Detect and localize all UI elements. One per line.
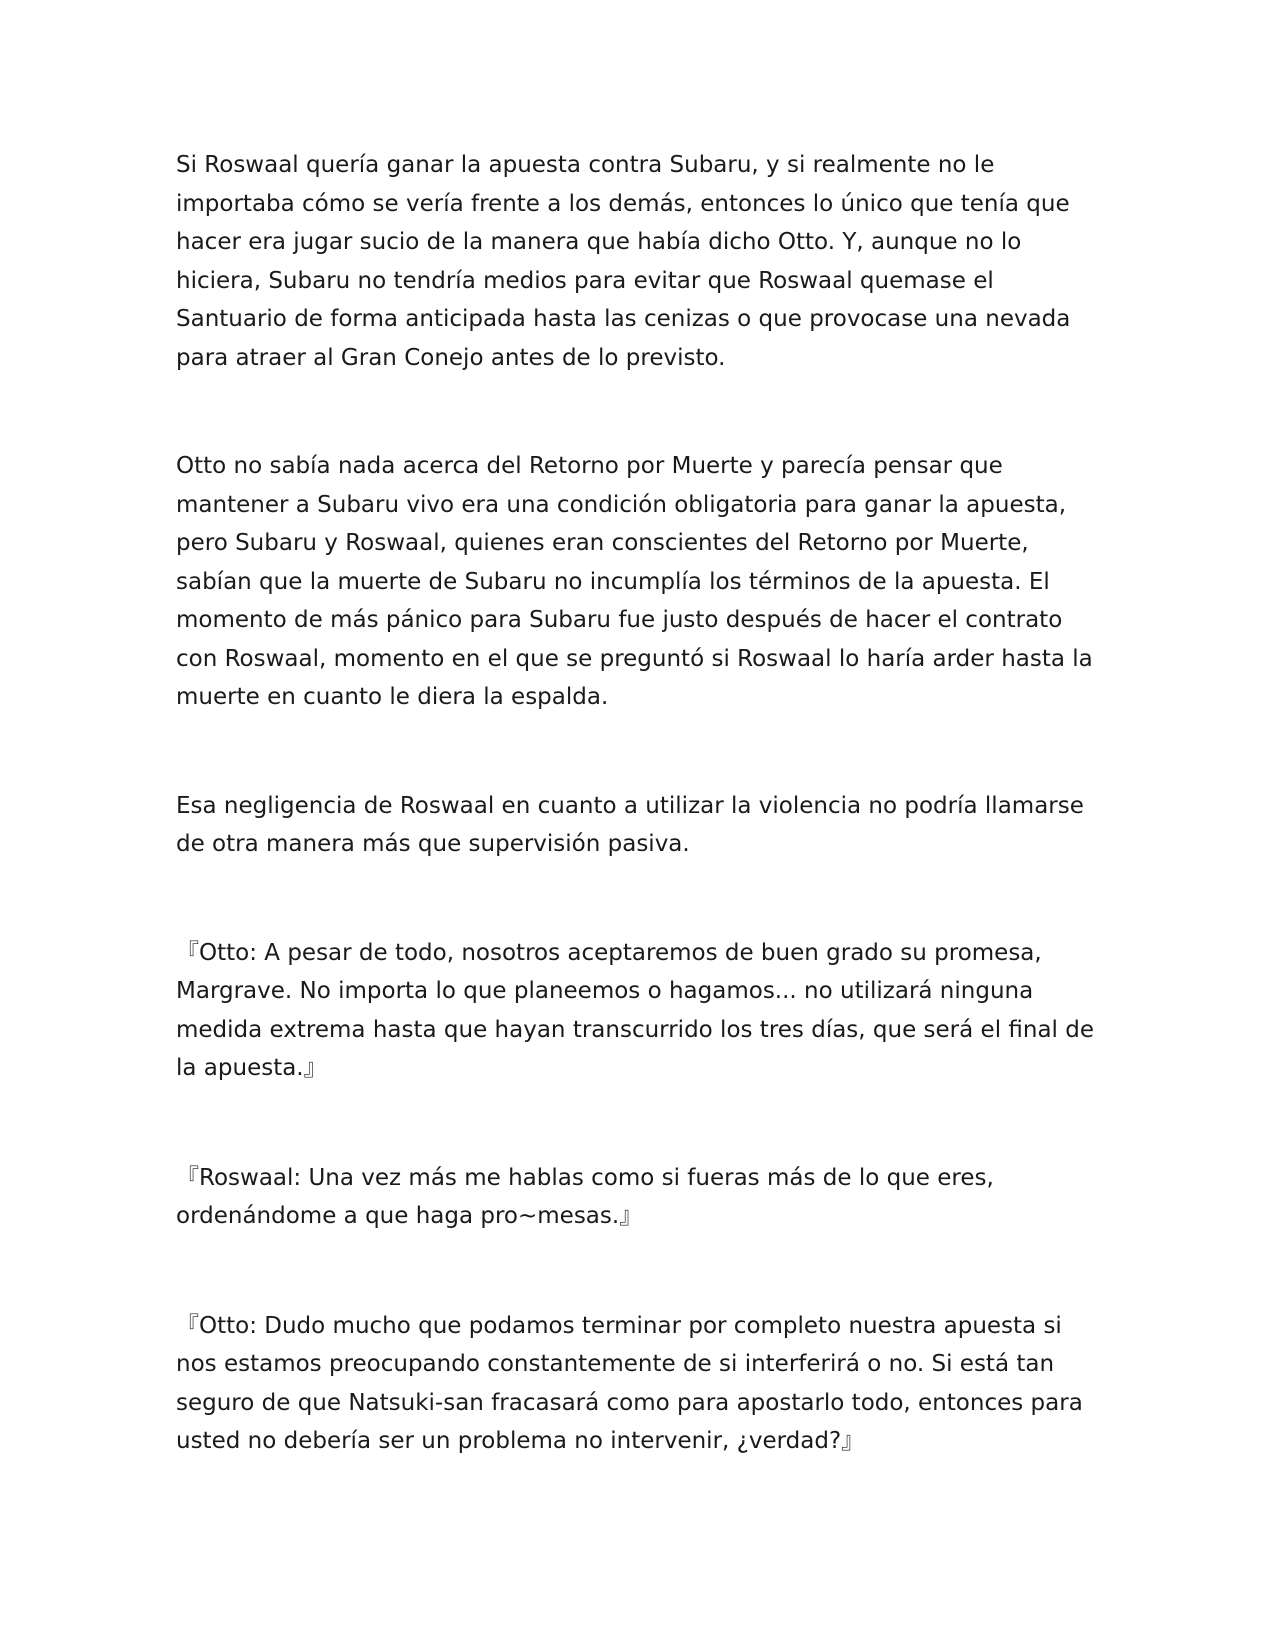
dialogue-otto-2: 『Otto: Dudo mucho que podamos terminar por completo nuestra apuesta si nos estamos preocupando constantemente de si interferirá o no. Si está tan seguro de que Natsuki-san fracasará como para apostarlo todo, entonces para usted no debería ser un problema no intervenir, ¿verdad?』 <box>176 1312 1083 1454</box>
paragraph-3: Esa negligencia de Roswaal en cuanto a utilizar la violencia no podría llamarse de otra manera más que supervisión pasiva. <box>176 792 1084 857</box>
paragraph-2: Otto no sabía nada acerca del Retorno por Muerte y parecía pensar que mantener a Subaru vivo era una condición obligatoria para ganar la apuesta, pero Subaru y Roswaal, quienes eran conscientes del Retorno por Muerte, sabían que la muerte de Subaru no incumplía los términos de la apuesta. El momento de más pánico para Subaru fue justo después de hacer el contrato con Roswaal, momento en el que se preguntó si Roswaal lo haría arder hasta la muerte en cuanto le diera la espalda. <box>176 453 1093 710</box>
dialogue-otto-1: 『Otto: A pesar de todo, nosotros aceptaremos de buen grado su promesa, Margrave. No importa lo que planeemos o hagamos... no utilizará ninguna medida extrema hasta que hayan transcurrido los tres días, que será el final de la apuesta.』 <box>176 939 1095 1081</box>
document-body <box>176 146 1096 1532</box>
dialogue-roswaal-1: 『Roswaal: Una vez más me hablas como si fueras más de lo que eres, ordenándome a que haga pro~mesas.』 <box>176 1164 994 1229</box>
paragraph-1: Si Roswaal quería ganar la apuesta contra Subaru, y si realmente no le importaba cómo se vería frente a los demás, entonces lo único que tenía que hacer era jugar sucio de la manera que había dicho Otto. Y, aunque no lo hiciera, Subaru no tendría medios para evitar que Roswaal quemase el Santuario de forma anticipada hasta las cenizas o que provocase una nevada para atraer al Gran Conejo antes de lo previsto. <box>176 152 1071 371</box>
